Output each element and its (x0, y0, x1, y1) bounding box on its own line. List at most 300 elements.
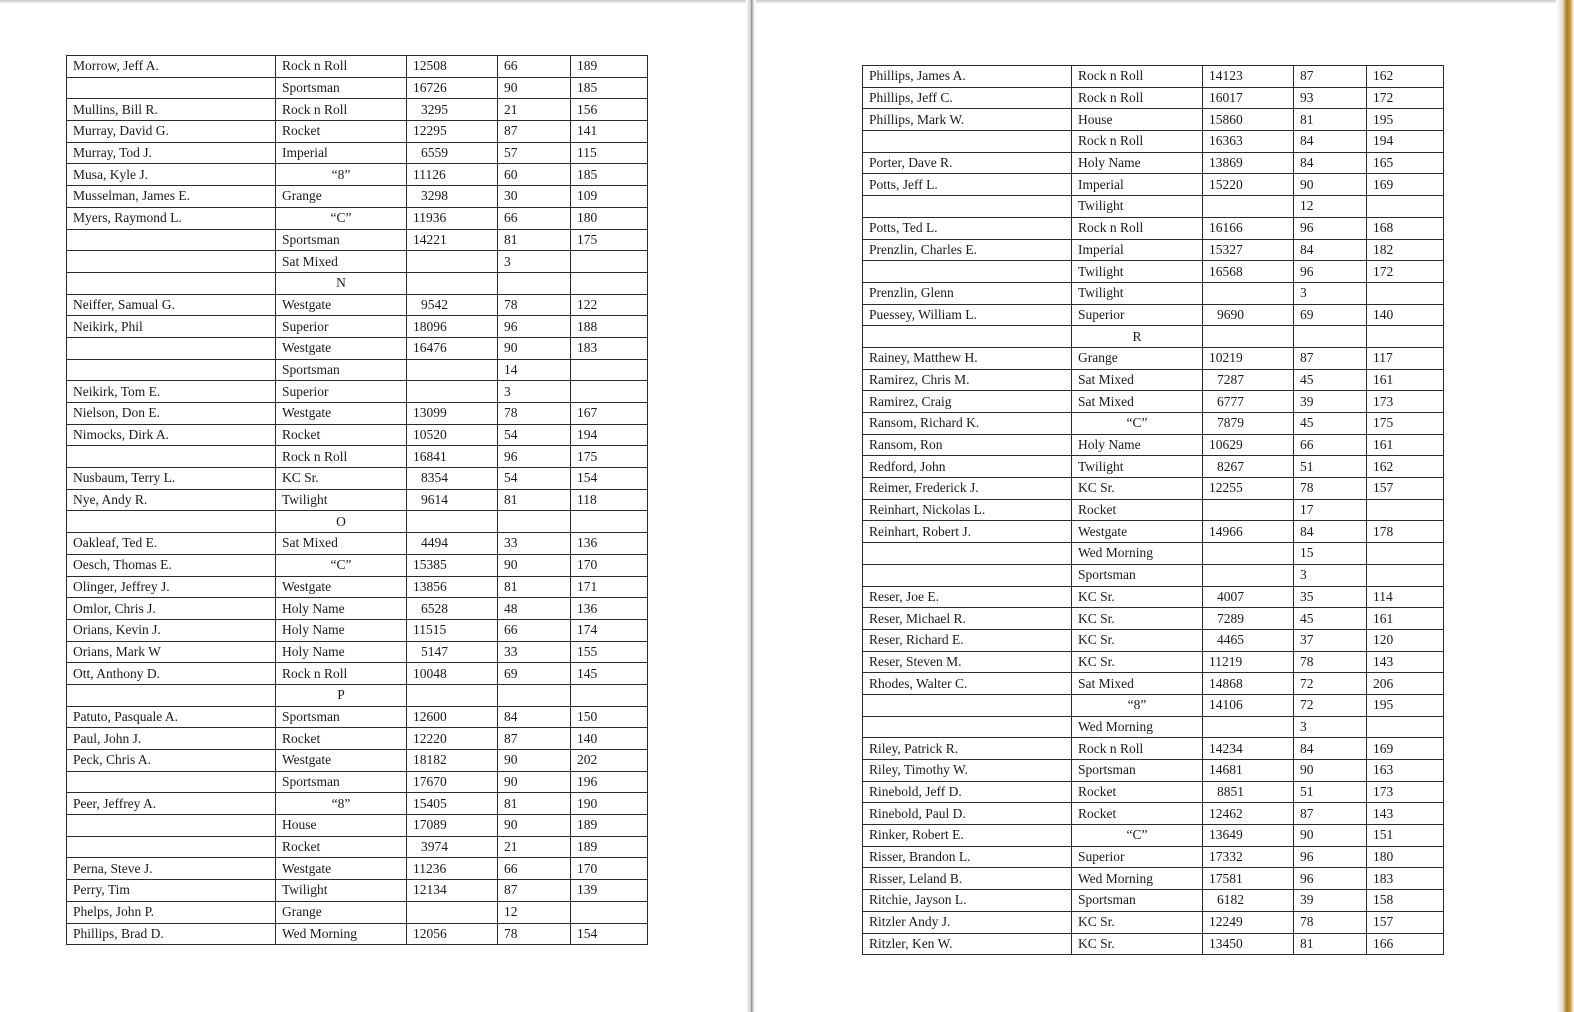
bowler-name: Musa, Kyle J. (67, 164, 276, 186)
games-count: 60 (498, 164, 571, 186)
bowler-number: 12056 (407, 923, 498, 945)
bowler-number: 13856 (407, 576, 498, 598)
section-header-row (67, 511, 648, 533)
bowler-name: Orians, Kevin J. (67, 619, 276, 641)
league-name: “8” (276, 164, 407, 186)
league-name: Sat Mixed (276, 533, 407, 555)
bowler-name: Nielson, Don E. (67, 403, 276, 425)
average-value: 150 (571, 706, 648, 728)
table-row (67, 771, 648, 793)
table-row (863, 282, 1444, 304)
bowler-number: 14681 (1203, 760, 1294, 782)
league-name: Wed Morning (1072, 716, 1203, 738)
league-name: Sportsman (1072, 890, 1203, 912)
bowler-name: Orians, Mark W (67, 641, 276, 663)
bowler-name: Phillips, Jeff C. (863, 87, 1072, 109)
name-cell (67, 684, 276, 706)
right-roster-table (862, 65, 1444, 955)
bowler-number: 10048 (407, 663, 498, 685)
bowler-name (67, 359, 276, 381)
average-value (571, 251, 648, 273)
games-count: 81 (498, 489, 571, 511)
bowler-name: Myers, Raymond L. (67, 207, 276, 229)
league-name: Superior (276, 381, 407, 403)
table-row (863, 66, 1444, 88)
games-count: 78 (1294, 651, 1367, 673)
bowler-name: Reser, Michael R. (863, 608, 1072, 630)
league-name: Westgate (276, 576, 407, 598)
league-name: “8” (276, 793, 407, 815)
average-value: 122 (571, 294, 648, 316)
average-value: 162 (1367, 456, 1444, 478)
table-row (67, 77, 648, 99)
bowler-name: Prenzlin, Charles E. (863, 239, 1072, 261)
league-name: Rocket (1072, 803, 1203, 825)
games-count: 3 (1294, 564, 1367, 586)
bowler-number: 7879 (1203, 413, 1294, 435)
table-row (67, 923, 648, 945)
bowler-number: 12134 (407, 880, 498, 902)
league-name: Rock n Roll (276, 446, 407, 468)
bowler-name: Ransom, Ron (863, 434, 1072, 456)
bowler-number: 10629 (1203, 434, 1294, 456)
league-name: Twilight (1072, 282, 1203, 304)
average-value: 173 (1367, 391, 1444, 413)
table-row (67, 468, 648, 490)
bowler-name: Oakleaf, Ted E. (67, 533, 276, 555)
bowler-number: 3298 (407, 186, 498, 208)
bowler-name: Phillips, Mark W. (863, 109, 1072, 131)
left-page (66, 55, 648, 945)
bowler-number (407, 381, 498, 403)
bowler-number: 16476 (407, 337, 498, 359)
average-value: 109 (571, 186, 648, 208)
bowler-name: Reser, Richard E. (863, 629, 1072, 651)
average-value: 175 (1367, 413, 1444, 435)
bowler-name: Reinhart, Nickolas L. (863, 499, 1072, 521)
games-count: 90 (498, 77, 571, 99)
average-value: 154 (571, 923, 648, 945)
table-row (67, 316, 648, 338)
bowler-number: 3974 (407, 836, 498, 858)
league-name: Sportsman (1072, 760, 1203, 782)
bowler-name: Risser, Brandon L. (863, 846, 1072, 868)
bowler-number: 15327 (1203, 239, 1294, 261)
average-value: 206 (1367, 673, 1444, 695)
games-count: 87 (498, 880, 571, 902)
games-count: 51 (1294, 781, 1367, 803)
table-row (67, 207, 648, 229)
average-value: 171 (571, 576, 648, 598)
bowler-name: Ritzler, Ken W. (863, 933, 1072, 955)
games-count: 96 (1294, 868, 1367, 890)
league-name: Imperial (276, 142, 407, 164)
average-value (571, 381, 648, 403)
average-value: 172 (1367, 261, 1444, 283)
bowler-name: Ramirez, Craig (863, 391, 1072, 413)
average-value (1367, 196, 1444, 218)
average-value: 114 (1367, 586, 1444, 608)
league-name: Twilight (1072, 456, 1203, 478)
average-value: 162 (1367, 66, 1444, 88)
league-name: Rock n Roll (276, 56, 407, 78)
average-value: 190 (571, 793, 648, 815)
games-count: 78 (1294, 911, 1367, 933)
games-count: 14 (498, 359, 571, 381)
bowler-number: 16363 (1203, 131, 1294, 153)
bowler-number: 13450 (1203, 933, 1294, 955)
bowler-number: 11126 (407, 164, 498, 186)
games-count: 21 (498, 99, 571, 121)
league-name: Rocket (276, 728, 407, 750)
games-count: 96 (498, 316, 571, 338)
league-name: Wed Morning (1072, 868, 1203, 890)
table-row (67, 359, 648, 381)
bowler-name (67, 251, 276, 273)
league-name: Grange (276, 901, 407, 923)
bowler-name: Potts, Ted L. (863, 217, 1072, 239)
table-row (67, 815, 648, 837)
bowler-name: Perna, Steve J. (67, 858, 276, 880)
bowler-name: Paul, John J. (67, 728, 276, 750)
bowler-number: 12255 (1203, 478, 1294, 500)
league-name: KC Sr. (1072, 933, 1203, 955)
league-name: Sat Mixed (1072, 369, 1203, 391)
average-value (1367, 716, 1444, 738)
league-name: Twilight (276, 489, 407, 511)
league-name: House (276, 815, 407, 837)
average-value: 154 (571, 468, 648, 490)
bowler-number: 14123 (1203, 66, 1294, 88)
average-value: 170 (571, 554, 648, 576)
bowler-number: 13649 (1203, 825, 1294, 847)
games-cell (498, 511, 571, 533)
bowler-name: Prenzlin, Glenn (863, 282, 1072, 304)
bowler-number: 12295 (407, 121, 498, 143)
games-count: 78 (498, 294, 571, 316)
bowler-number: 12508 (407, 56, 498, 78)
bowler-number: 16726 (407, 77, 498, 99)
table-row (863, 629, 1444, 651)
games-count: 66 (498, 858, 571, 880)
bowler-number: 4007 (1203, 586, 1294, 608)
bowler-name: Neikirk, Phil (67, 316, 276, 338)
games-count: 3 (1294, 716, 1367, 738)
table-row (863, 87, 1444, 109)
games-count: 17 (1294, 499, 1367, 521)
league-name: Westgate (276, 858, 407, 880)
games-count: 3 (498, 251, 571, 273)
average-value: 115 (571, 142, 648, 164)
games-count: 72 (1294, 694, 1367, 716)
average-value: 136 (571, 598, 648, 620)
table-row (863, 543, 1444, 565)
games-count: 87 (498, 728, 571, 750)
bowler-number: 14868 (1203, 673, 1294, 695)
games-count: 96 (1294, 846, 1367, 868)
games-cell (498, 272, 571, 294)
league-name: Westgate (276, 403, 407, 425)
games-count: 51 (1294, 456, 1367, 478)
league-name: Rock n Roll (1072, 66, 1203, 88)
section-header-row (863, 326, 1444, 348)
league-name: Rocket (276, 424, 407, 446)
bowler-name (67, 229, 276, 251)
average-value: 163 (1367, 760, 1444, 782)
bowler-number: 13099 (407, 403, 498, 425)
bowler-name: Ritchie, Jayson L. (863, 890, 1072, 912)
average-value: 143 (1367, 803, 1444, 825)
games-count: 90 (498, 337, 571, 359)
league-name: Holy Name (1072, 434, 1203, 456)
table-row (67, 381, 648, 403)
average-cell (571, 684, 648, 706)
table-row (863, 239, 1444, 261)
table-row (863, 890, 1444, 912)
league-name: Twilight (1072, 196, 1203, 218)
table-row (863, 391, 1444, 413)
bowler-name: Musselman, James E. (67, 186, 276, 208)
table-row (863, 217, 1444, 239)
bowler-name: Murray, Tod J. (67, 142, 276, 164)
average-value: 175 (571, 446, 648, 468)
games-count: 3 (1294, 282, 1367, 304)
average-value: 180 (1367, 846, 1444, 868)
average-value: 175 (571, 229, 648, 251)
games-count: 54 (498, 424, 571, 446)
games-count: 81 (498, 229, 571, 251)
league-name: Superior (1072, 846, 1203, 868)
bowler-name: Reser, Steven M. (863, 651, 1072, 673)
league-name: Grange (276, 186, 407, 208)
average-cell (571, 272, 648, 294)
table-row (67, 533, 648, 555)
average-value (1367, 543, 1444, 565)
section-header-row (67, 684, 648, 706)
table-row (863, 738, 1444, 760)
bowler-name: Reinhart, Robert J. (863, 521, 1072, 543)
bowler-number: 4465 (1203, 629, 1294, 651)
average-value: 185 (571, 77, 648, 99)
games-count: 84 (1294, 152, 1367, 174)
bowler-number: 8267 (1203, 456, 1294, 478)
bowler-number: 14234 (1203, 738, 1294, 760)
games-count: 84 (1294, 521, 1367, 543)
table-row (863, 933, 1444, 955)
bowler-name: Risser, Leland B. (863, 868, 1072, 890)
league-name: Holy Name (276, 598, 407, 620)
bowler-name: Ott, Anthony D. (67, 663, 276, 685)
bowler-name: Patuto, Pasquale A. (67, 706, 276, 728)
number-cell (407, 684, 498, 706)
league-name: KC Sr. (276, 468, 407, 490)
bowler-name: Ramirez, Chris M. (863, 369, 1072, 391)
league-name: Twilight (1072, 261, 1203, 283)
bowler-number (407, 901, 498, 923)
bowler-number (407, 251, 498, 273)
bowler-number: 8354 (407, 468, 498, 490)
bowler-number: 17332 (1203, 846, 1294, 868)
bowler-number: 16568 (1203, 261, 1294, 283)
bowler-number: 12249 (1203, 911, 1294, 933)
average-value: 157 (1367, 478, 1444, 500)
league-name: Superior (276, 316, 407, 338)
average-value: 156 (571, 99, 648, 121)
left-roster-table (66, 55, 648, 945)
average-value: 139 (571, 880, 648, 902)
league-name: Westgate (276, 750, 407, 772)
bowler-number: 16017 (1203, 87, 1294, 109)
table-row (863, 152, 1444, 174)
table-row (863, 564, 1444, 586)
league-name: Rock n Roll (1072, 738, 1203, 760)
right-page (862, 65, 1444, 955)
table-row (863, 369, 1444, 391)
bowler-number: 4494 (407, 533, 498, 555)
bowler-name (67, 815, 276, 837)
games-count: 66 (498, 56, 571, 78)
average-value: 170 (571, 858, 648, 880)
games-count: 87 (1294, 347, 1367, 369)
bowler-name (67, 836, 276, 858)
table-row (863, 347, 1444, 369)
games-count: 90 (498, 750, 571, 772)
bowler-name: Rinebold, Jeff D. (863, 781, 1072, 803)
games-count: 84 (498, 706, 571, 728)
bowler-number: 15405 (407, 793, 498, 815)
bowler-name: Nimocks, Dirk A. (67, 424, 276, 446)
average-value (571, 901, 648, 923)
bowler-name: Riley, Timothy W. (863, 760, 1072, 782)
bowler-name: Neikirk, Tom E. (67, 381, 276, 403)
league-name: Wed Morning (276, 923, 407, 945)
bowler-number: 8851 (1203, 781, 1294, 803)
games-count: 78 (1294, 478, 1367, 500)
table-row (67, 858, 648, 880)
average-value: 173 (1367, 781, 1444, 803)
bowler-number: 15220 (1203, 174, 1294, 196)
table-row (67, 641, 648, 663)
table-row (67, 728, 648, 750)
bowler-number: 6182 (1203, 890, 1294, 912)
table-row (863, 131, 1444, 153)
bowler-name: Reimer, Frederick J. (863, 478, 1072, 500)
table-row (67, 489, 648, 511)
average-cell (1367, 326, 1444, 348)
league-name: Imperial (1072, 239, 1203, 261)
bowler-name: Rinebold, Paul D. (863, 803, 1072, 825)
number-cell (1203, 326, 1294, 348)
games-count: 96 (1294, 261, 1367, 283)
bowler-name: Nusbaum, Terry L. (67, 468, 276, 490)
bowler-name: Riley, Patrick R. (863, 738, 1072, 760)
games-count: 96 (498, 446, 571, 468)
left-roster-body (67, 56, 648, 945)
bowler-name: Peer, Jeffrey A. (67, 793, 276, 815)
average-value: 189 (571, 815, 648, 837)
table-row (67, 251, 648, 273)
games-count: 39 (1294, 890, 1367, 912)
bowler-name: Morrow, Jeff A. (67, 56, 276, 78)
bowler-number: 16166 (1203, 217, 1294, 239)
table-row (863, 803, 1444, 825)
table-row (67, 142, 648, 164)
bowler-name: Rainey, Matthew H. (863, 347, 1072, 369)
bowler-name (863, 694, 1072, 716)
games-count: 39 (1294, 391, 1367, 413)
games-count: 48 (498, 598, 571, 620)
name-cell (67, 272, 276, 294)
table-row (67, 186, 648, 208)
bowler-number: 6777 (1203, 391, 1294, 413)
league-name: “C” (1072, 413, 1203, 435)
average-value: 169 (1367, 174, 1444, 196)
average-value: 185 (571, 164, 648, 186)
bowler-name: Oesch, Thomas E. (67, 554, 276, 576)
league-name: Imperial (1072, 174, 1203, 196)
table-row (863, 694, 1444, 716)
league-name: Rocket (1072, 499, 1203, 521)
section-letter: N (276, 272, 407, 294)
average-value: 145 (571, 663, 648, 685)
bowler-number: 6528 (407, 598, 498, 620)
table-row (863, 413, 1444, 435)
page-edge (1556, 0, 1574, 1012)
bowler-name: Peck, Chris A. (67, 750, 276, 772)
games-count: 78 (498, 923, 571, 945)
bowler-number: 16841 (407, 446, 498, 468)
average-value (571, 359, 648, 381)
games-count: 81 (1294, 933, 1367, 955)
table-row (67, 750, 648, 772)
league-name: Grange (1072, 347, 1203, 369)
bowler-name: Ransom, Richard K. (863, 413, 1072, 435)
bowler-name (863, 131, 1072, 153)
games-count: 66 (498, 207, 571, 229)
bowler-number: 9690 (1203, 304, 1294, 326)
average-value: 167 (571, 403, 648, 425)
average-value: 195 (1367, 109, 1444, 131)
games-count: 12 (1294, 196, 1367, 218)
games-count: 33 (498, 533, 571, 555)
league-name: “C” (1072, 825, 1203, 847)
table-row (863, 673, 1444, 695)
bowler-name: Perry, Tim (67, 880, 276, 902)
bowler-number (1203, 499, 1294, 521)
games-count: 12 (498, 901, 571, 923)
table-row (67, 121, 648, 143)
bowler-name (863, 261, 1072, 283)
bowler-number: 15860 (1203, 109, 1294, 131)
games-count: 90 (1294, 760, 1367, 782)
games-count: 90 (498, 771, 571, 793)
bowler-name (67, 771, 276, 793)
bowler-number: 14966 (1203, 521, 1294, 543)
average-value: 183 (1367, 868, 1444, 890)
average-value: 189 (571, 836, 648, 858)
bowler-number: 14106 (1203, 694, 1294, 716)
average-value: 189 (571, 56, 648, 78)
table-row (67, 403, 648, 425)
bowler-name (67, 337, 276, 359)
average-value: 118 (571, 489, 648, 511)
table-row (863, 456, 1444, 478)
table-row (863, 608, 1444, 630)
games-count: 69 (1294, 304, 1367, 326)
table-row (863, 196, 1444, 218)
league-name: “8” (1072, 694, 1203, 716)
average-value: 157 (1367, 911, 1444, 933)
